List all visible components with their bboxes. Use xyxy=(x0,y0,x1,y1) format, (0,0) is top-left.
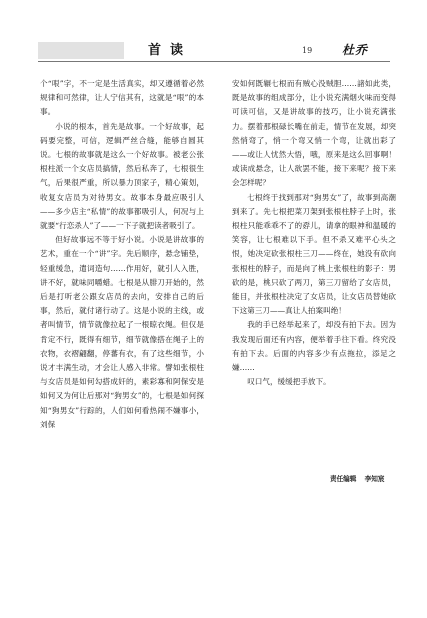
paragraph: 叹口气，缓缓把手放下。 xyxy=(247,377,331,387)
article-column-left xyxy=(40,77,204,432)
page-number: 19 xyxy=(302,46,313,55)
column-title: 首读 xyxy=(148,43,193,58)
editor-name: 李知宸 xyxy=(364,475,385,483)
paragraph: 小说的根本，首先是故事。一个好故事，起码要完整，可信，逻辑严丝合缝，能够自圆其说。七根的故事就是这么一个好故事。被老公张根柱派一个女店员搞情，然后私奔了，七根很生气，后果很严重，所以暴力顶家子，精心策划，收复女店员为对待男女。故事本身最应吸引人——多少店主“私情”的故事都吸引人，何况与上就要“行恋杀人”了——一下子就把读者吸引了。 xyxy=(40,121,204,231)
header-rule xyxy=(38,61,390,62)
paragraph: 我的手已经举起来了，却没有拍下去。因为我发现后面还有内容，便举着手往下看。终究没有拍下去。后面的内容多少有点拖拉，添足之嫌…… xyxy=(232,320,396,373)
paragraph: 七根终于找到那对“狗男女”了，故事到高潮到来了。先七根把菜刀架到张根柱脖子上时，张根柱只能乖乖不了的孬儿，请拿的眼神和温暖的笑容，让七根难以下手。但不杀又难平心头之恨，她决定砍张根柱三刀——终在，她没有砍向张根柱的脖子，而是向了桃上张根柱的影子：男砍的是，桃只砍了两刀，第三刀留给了女店员，能目，并张根柱决定了女店员，让女店员替她砍下这第三刀——真让人拍案叫绝！ xyxy=(232,192,396,316)
editor-credit xyxy=(330,473,384,483)
paragraph: 但好故事远不等于好小说。小说是讲故事的艺术，重在一个“讲”字。先后顺序，悬念铺垫，轻重缓急，遣词造句……作用好，就引人入胜，讲不好，就味同嚼蜡。七根是从腓刀开始的，然后是打听老公跟女店员的去向，安排自己的后事，然后，就付诸行动了。这是小说的主线，或者叫情节，情节就像拉起了一根晾衣绳。但仅是肯定不行，既得有细节，细节就像搭在绳子上的衣物，衣褶翩翻，停蕃有衣，有了这些细节，小说才丰满生动，才会让人感入非常。譬如张根柱与女店员是如何勾搭成奸的，素彩寡和阿保安是如何又为何让后那对“狗男女”的，七根是如何探知“狗男女”行踪的，人们如何看热闹不嫌事小，刘保 xyxy=(40,235,204,429)
paragraph: 安如何既辗七根而有贼心没贼胆……諸如此类，既是故事的组成部分，让小说充满烟火味而变得可读可信，又是讲故事的技巧，让小说充满张力。摆着那根碌长嘴在前走，情节在发展，却突然悄弯了，悄一个弯又悄一个弯，让就出彩了——或让人忧然大悟，哦，原来是这么回事啊！或读成悬念，让人欲罢不能，接下来呢？接下来会怎样呢？ xyxy=(232,79,396,188)
magazine-logo: 杜乔 xyxy=(341,43,368,57)
page-header xyxy=(38,42,390,59)
article-column-right xyxy=(232,77,396,389)
paragraph: 个“哏”字，不一定是生活真实，却又遵循着必然规律和可然律，让人宁信其有，这就是“哏”的本事。 xyxy=(40,79,204,117)
editor-label: 责任编辑 xyxy=(330,475,357,483)
